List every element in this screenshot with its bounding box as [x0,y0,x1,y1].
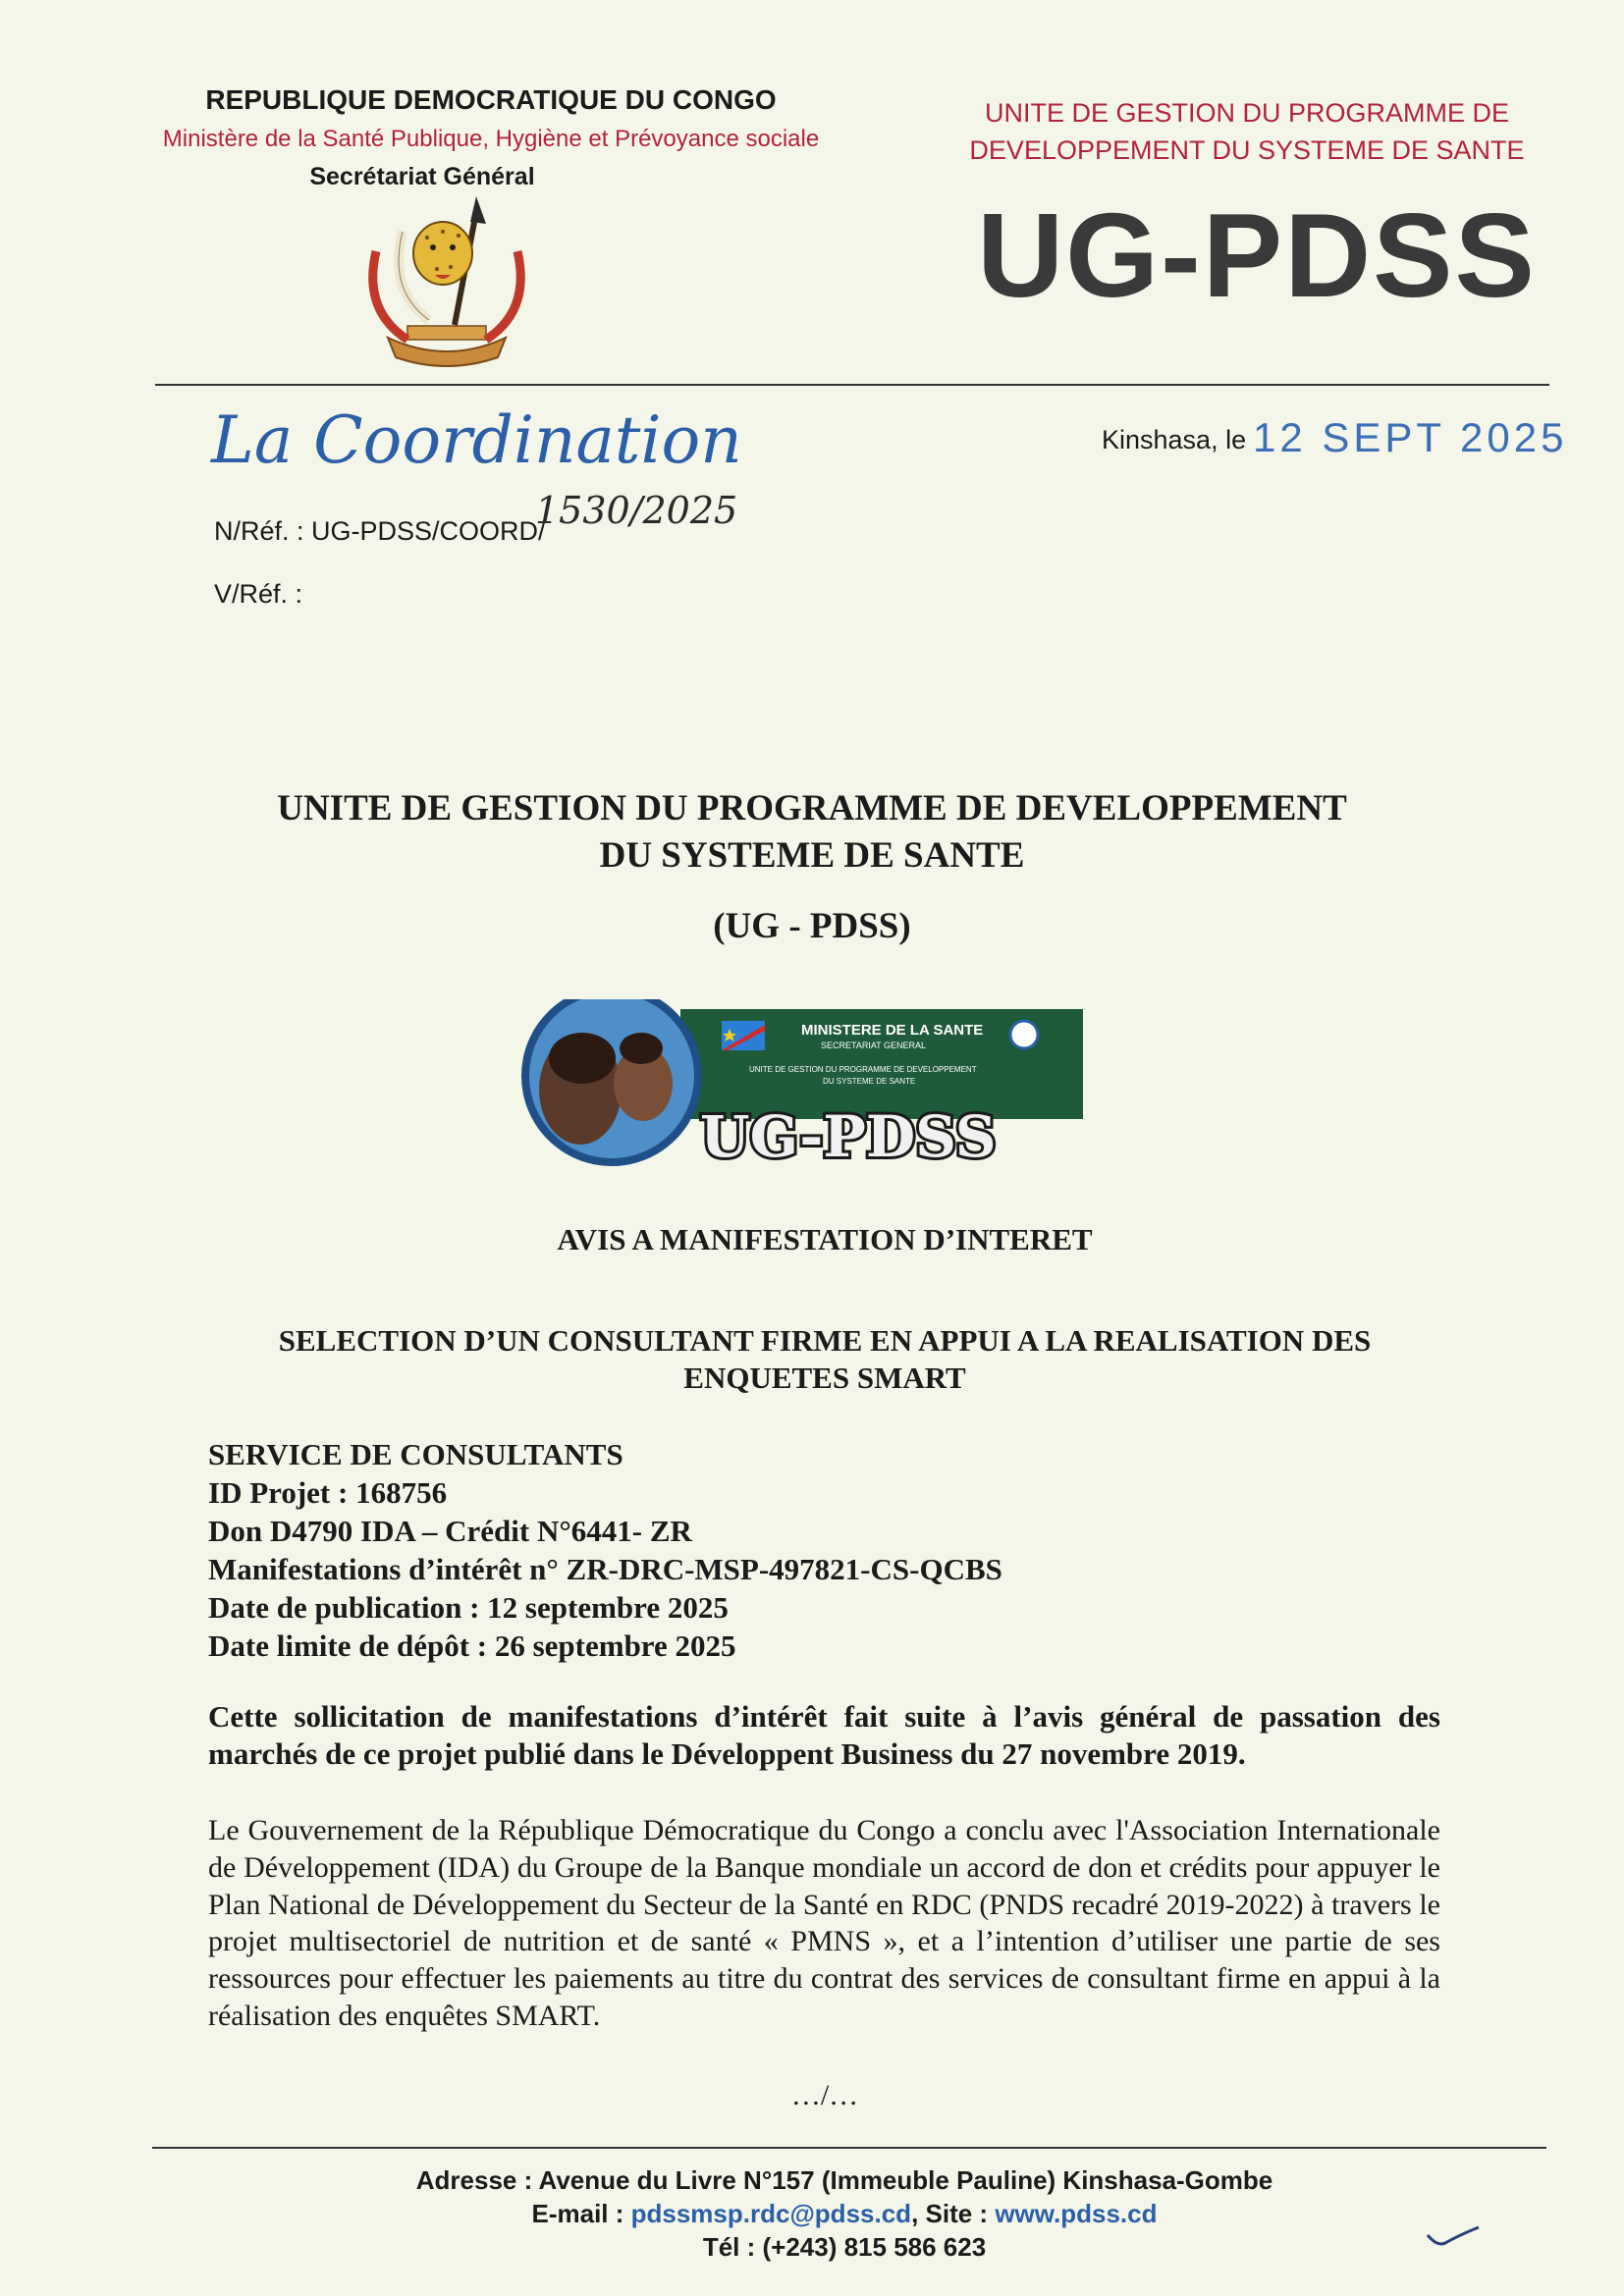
document-title [157,785,1467,880]
email-link[interactable]: pdssmsp.rdc@pdss.cd [630,2199,912,2228]
selection-heading [157,1322,1492,1397]
selection-heading-line2: ENQUETES SMART [683,1361,966,1395]
coordination-signature-heading: La Coordination [211,402,742,478]
project-info-block [208,1435,1002,1665]
footer-address: Adresse : Avenue du Livre N°157 (Immeuble Pauline) Kinshasa-Gombe [415,2165,1273,2195]
date-label: Kinshasa, le [1102,425,1247,454]
ugpdss-wordmark: UG-PDSS [977,188,1537,322]
coat-of-arms-emblem [349,192,545,379]
site-link[interactable]: www.pdss.cd [995,2199,1158,2228]
info-line: Date de publication : 12 septembre 2025 [208,1590,729,1625]
country-name: REPUBLIQUE DEMOCRATIQUE DU CONGO [205,84,777,115]
intro-paragraph: Cette sollicitation de manifestations d’intérêt fait suite à l’avis général de passation des marchés de ce projet publié dans le Développent Business du 27 novembre 2019. [208,1699,1440,1771]
unit-name-line1: UNITE DE GESTION DU PROGRAMME DE [984,98,1510,128]
info-line: ID Projet : 168756 [208,1475,448,1510]
ministry-name: Ministère de la Santé Publique, Hygiène et Prévoyance sociale [162,126,820,152]
title-line1: UNITE DE GESTION DU PROGRAMME DE DEVELOPPEMENT [277,788,1347,828]
info-line: Manifestations d’intérêt n° ZR-DRC-MSP-497821-CS-QCBS [208,1552,1002,1586]
logo-banner-line2: DU SYSTEME DE SANTE [823,1077,916,1086]
notice-heading: AVIS A MANIFESTATION D’INTERET [557,1222,1093,1256]
info-line: Date limite de dépôt : 26 septembre 2025 [208,1629,736,1663]
title-line2: DU SYSTEME DE SANTE [599,835,1025,876]
title-acronym: (UG - PDSS) [713,906,911,946]
footer-contact [157,2197,1532,2230]
our-reference: N/Réf. : UG-PDSS/COORD/ [214,516,546,546]
date-stamp: 12 SEPT 2025 [1253,414,1568,460]
unit-name [943,94,1551,169]
footer-divider [152,2147,1546,2149]
logo-banner-subtitle: SECRETARIAT GENERAL [821,1041,927,1050]
your-reference: V/Réf. : [214,579,303,609]
logo-banner-title: MINISTERE DE LA SANTE [801,1022,984,1039]
header-divider [155,384,1549,386]
email-label: E-mail : [531,2199,631,2228]
continuation-mark: …/… [790,2079,859,2111]
reference-number-handwritten: 1530/2025 [535,489,738,532]
site-label: , Site : [911,2199,996,2228]
handwritten-checkmark [1424,2223,1483,2258]
ugpdss-logo [504,999,1093,1166]
info-line: Don D4790 IDA – Crédit N°6441- ZR [208,1514,692,1548]
footer [157,2163,1532,2264]
body-paragraph: Le Gouvernement de la République Démocratique du Congo a conclu avec l'Association Internationale de Développement (IDA) du Groupe de la Banque mondiale un accord de don et crédits pour appuyer le Plan National de Développement du Secteur de la Santé en RDC (PNDS recadré 2019-2022) à travers le projet multisectoriel de nutrition et de santé « PMNS », et a l’intention d’utiliser une partie de ses ressources pour effectuer les paiements au titre du contrat des services de consultant firme en appui à la réalisation des enquêtes SMART. [208,1814,1440,2032]
logo-wordmark: UG-PDSS [700,1103,997,1166]
logo-banner-line1: UNITE DE GESTION DU PROGRAMME DE DEVELOPPEMENT [749,1065,977,1074]
secretariat-label: Secrétariat Général [309,163,535,190]
footer-phone: Tél : (+243) 815 586 623 [702,2232,987,2262]
unit-name-line2: DEVELOPPEMENT DU SYSTEME DE SANTE [969,135,1525,165]
selection-heading-line1: SELECTION D’UN CONSULTANT FIRME EN APPUI A LA REALISATION DES [278,1323,1372,1358]
info-line: SERVICE DE CONSULTANTS [208,1437,623,1471]
